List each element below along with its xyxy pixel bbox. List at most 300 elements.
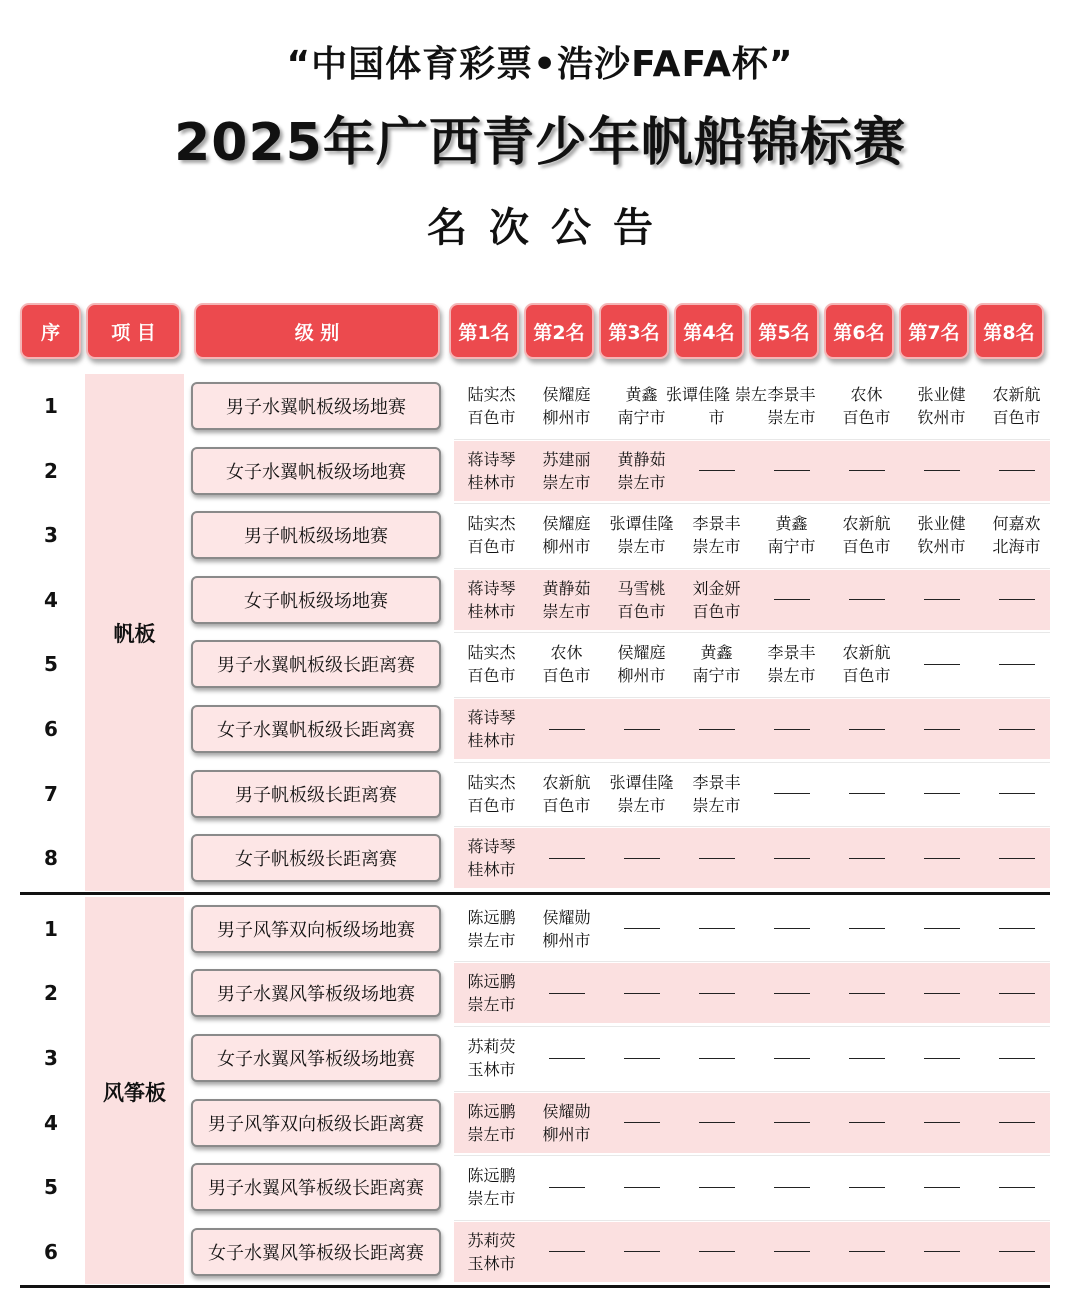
place-5-cell bbox=[754, 961, 829, 1025]
place-1-cell bbox=[454, 1026, 529, 1090]
athlete-city: 百色市 bbox=[842, 537, 891, 557]
page-title: 2025年广西青少年帆船锦标赛 bbox=[174, 113, 906, 173]
empty-dash bbox=[924, 928, 960, 929]
place-1-cell bbox=[454, 374, 529, 438]
athlete-name: 李景丰 bbox=[767, 643, 816, 663]
empty-dash bbox=[849, 1122, 885, 1123]
place-5-cell bbox=[754, 762, 829, 826]
place-4-cell bbox=[665, 374, 768, 438]
athlete-city: 柳州市 bbox=[542, 930, 591, 950]
header-place-3: 第3名 bbox=[599, 303, 669, 359]
athlete-city: 崇左市 bbox=[542, 601, 591, 621]
athlete-name: 农休 bbox=[850, 385, 883, 404]
empty-dash bbox=[549, 1187, 585, 1188]
place-1-cell bbox=[454, 826, 529, 890]
header-place-4: 第4名 bbox=[674, 303, 744, 359]
athlete-name: 侯耀庭 bbox=[542, 385, 591, 404]
empty-dash bbox=[774, 1122, 810, 1123]
table-row bbox=[20, 1220, 1050, 1284]
athlete-city: 南宁市 bbox=[617, 408, 666, 427]
athlete-name: 陆实杰 bbox=[467, 643, 516, 663]
place-8-cell bbox=[979, 1026, 1054, 1090]
athlete-name: 苏建丽 bbox=[542, 449, 591, 469]
empty-dash bbox=[774, 1058, 810, 1059]
table-row bbox=[20, 1155, 1050, 1219]
place-7-cell bbox=[904, 961, 979, 1025]
empty-dash bbox=[699, 1122, 735, 1123]
subtitle-cup: “中国体育彩票•浩沙FAFA杯” bbox=[286, 44, 794, 85]
empty-dash bbox=[774, 1251, 810, 1252]
table-row bbox=[20, 374, 1050, 438]
table-row bbox=[20, 961, 1050, 1025]
empty-dash bbox=[774, 928, 810, 929]
athlete-city: 百色市 bbox=[617, 601, 666, 621]
athlete-city: 百色市 bbox=[467, 537, 516, 557]
row-class-label: 男子风筝双向板级长距离赛 bbox=[191, 1099, 441, 1147]
place-4-cell bbox=[679, 632, 754, 696]
athlete-name: 黄静茹 bbox=[617, 449, 666, 469]
empty-dash bbox=[924, 1187, 960, 1188]
place-2-cell bbox=[529, 503, 604, 567]
table-row bbox=[20, 762, 1050, 826]
place-4-cell bbox=[679, 697, 754, 761]
place-4-cell bbox=[679, 1091, 754, 1155]
announcement-title: 名次公告 bbox=[427, 205, 675, 251]
athlete-name: 黄鑫 bbox=[625, 385, 658, 404]
empty-dash bbox=[849, 1251, 885, 1252]
athlete-name: 蒋诗琴 bbox=[467, 708, 516, 727]
empty-dash bbox=[549, 993, 585, 994]
empty-dash bbox=[849, 599, 885, 600]
athlete-city: 百色市 bbox=[842, 408, 891, 427]
athlete-name: 农新航 bbox=[542, 772, 591, 792]
place-3-cell bbox=[604, 1155, 679, 1219]
empty-dash bbox=[999, 1058, 1035, 1059]
athlete-name: 侯耀庭 bbox=[542, 514, 591, 534]
group-divider bbox=[20, 1285, 1050, 1288]
athlete-city: 桂林市 bbox=[467, 601, 516, 621]
athlete-name: 农休 bbox=[550, 643, 583, 663]
empty-dash bbox=[549, 1058, 585, 1059]
place-1-cell bbox=[454, 439, 529, 503]
place-3-cell bbox=[604, 439, 679, 503]
place-2-cell bbox=[529, 826, 604, 890]
athlete-name: 李景丰 bbox=[692, 514, 741, 534]
place-7-cell bbox=[904, 632, 979, 696]
place-1-cell bbox=[454, 568, 529, 632]
place-1-cell bbox=[454, 503, 529, 567]
place-6-cell bbox=[829, 439, 904, 503]
place-4-cell bbox=[679, 439, 754, 503]
place-8-cell bbox=[979, 503, 1054, 567]
athlete-city: 崇左市 bbox=[467, 1124, 516, 1144]
place-2-cell bbox=[529, 1220, 604, 1284]
empty-dash bbox=[924, 1122, 960, 1123]
row-class-label: 女子帆板级长距离赛 bbox=[191, 834, 441, 882]
group-label: 帆板 bbox=[113, 622, 156, 647]
empty-dash bbox=[849, 993, 885, 994]
athlete-city: 百色市 bbox=[467, 408, 516, 427]
place-4-cell bbox=[679, 826, 754, 890]
row-seq: 7 bbox=[44, 781, 58, 806]
row-class-label: 男子水翼帆板级长距离赛 bbox=[191, 640, 441, 688]
place-3-cell bbox=[604, 961, 679, 1025]
empty-dash bbox=[699, 1187, 735, 1188]
athlete-city: 百色市 bbox=[467, 666, 516, 686]
row-seq: 4 bbox=[44, 1110, 58, 1135]
row-seq: 3 bbox=[44, 523, 58, 548]
athlete-name: 蒋诗琴 bbox=[467, 578, 516, 598]
row-seq: 5 bbox=[44, 652, 58, 677]
empty-dash bbox=[849, 470, 885, 471]
table-row bbox=[20, 697, 1050, 761]
empty-dash bbox=[924, 729, 960, 730]
row-class-label: 女子帆板级场地赛 bbox=[191, 576, 441, 624]
place-3-cell bbox=[604, 826, 679, 890]
header-seq: 序 bbox=[20, 303, 81, 359]
athlete-name: 侯耀庭 bbox=[617, 643, 666, 663]
athlete-name: 蒋诗琴 bbox=[467, 837, 516, 857]
athlete-city: 百色市 bbox=[542, 666, 591, 686]
athlete-name: 陆实杰 bbox=[467, 514, 516, 534]
empty-dash bbox=[699, 729, 735, 730]
place-4-cell bbox=[679, 503, 754, 567]
header-event: 项 目 bbox=[86, 303, 181, 359]
place-6-cell bbox=[829, 568, 904, 632]
place-8-cell bbox=[979, 697, 1054, 761]
athlete-name: 陈远鹏 bbox=[467, 1166, 516, 1186]
athlete-city: 百色市 bbox=[992, 408, 1041, 427]
place-8-cell bbox=[979, 439, 1054, 503]
place-2-cell bbox=[529, 374, 604, 438]
athlete-city: 百色市 bbox=[467, 795, 516, 815]
athlete-city: 崇左市 bbox=[692, 795, 741, 815]
athlete-city: 钦州市 bbox=[917, 408, 966, 427]
place-6-cell bbox=[829, 961, 904, 1025]
empty-dash bbox=[549, 858, 585, 859]
empty-dash bbox=[849, 928, 885, 929]
place-1-cell bbox=[454, 1155, 529, 1219]
row-class-label: 女子水翼帆板级长距离赛 bbox=[191, 705, 441, 753]
athlete-city: 市 bbox=[708, 408, 725, 427]
athlete-city: 桂林市 bbox=[467, 860, 516, 880]
empty-dash bbox=[924, 858, 960, 859]
empty-dash bbox=[624, 858, 660, 859]
athlete-name: 侯耀勋 bbox=[542, 907, 591, 927]
empty-dash bbox=[774, 858, 810, 859]
header-place-7: 第7名 bbox=[899, 303, 969, 359]
place-2-cell bbox=[529, 439, 604, 503]
empty-dash bbox=[999, 793, 1035, 794]
place-7-cell bbox=[904, 697, 979, 761]
table-row bbox=[20, 503, 1050, 567]
row-seq: 5 bbox=[44, 1175, 58, 1200]
place-1-cell bbox=[454, 632, 529, 696]
athlete-city: 崇左市 bbox=[467, 930, 516, 950]
place-6-cell bbox=[829, 826, 904, 890]
place-8-cell bbox=[979, 632, 1054, 696]
empty-dash bbox=[624, 1122, 660, 1123]
place-8-cell bbox=[979, 961, 1054, 1025]
athlete-city: 崇左市 bbox=[767, 666, 816, 686]
place-3-cell bbox=[604, 762, 679, 826]
place-3-cell bbox=[604, 568, 679, 632]
athlete-name: 陈远鹏 bbox=[467, 907, 516, 927]
athlete-city: 柳州市 bbox=[542, 1124, 591, 1144]
athlete-city: 钦州市 bbox=[917, 537, 966, 557]
place-7-cell bbox=[904, 1155, 979, 1219]
place-4-cell bbox=[679, 1220, 754, 1284]
empty-dash bbox=[549, 1251, 585, 1252]
row-seq: 2 bbox=[44, 981, 58, 1006]
place-6-cell bbox=[829, 762, 904, 826]
athlete-city: 崇左市 bbox=[692, 537, 741, 557]
place-7-cell bbox=[904, 374, 979, 438]
place-2-cell bbox=[529, 961, 604, 1025]
row-class-label: 男子帆板级场地赛 bbox=[191, 511, 441, 559]
place-6-cell bbox=[829, 632, 904, 696]
empty-dash bbox=[999, 1122, 1035, 1123]
athlete-name: 苏莉荧 bbox=[467, 1230, 516, 1250]
row-seq: 4 bbox=[44, 587, 58, 612]
row-seq: 2 bbox=[44, 458, 58, 483]
place-3-cell bbox=[604, 503, 679, 567]
place-5-cell bbox=[754, 697, 829, 761]
empty-dash bbox=[774, 470, 810, 471]
empty-dash bbox=[774, 599, 810, 600]
row-class-label: 男子水翼风筝板级长距离赛 bbox=[191, 1163, 441, 1211]
empty-dash bbox=[699, 993, 735, 994]
table-row bbox=[20, 897, 1050, 961]
place-6-cell bbox=[829, 503, 904, 567]
place-2-cell bbox=[529, 1155, 604, 1219]
athlete-city: 百色市 bbox=[692, 601, 741, 621]
empty-dash bbox=[699, 858, 735, 859]
header-place-8: 第8名 bbox=[974, 303, 1044, 359]
empty-dash bbox=[849, 793, 885, 794]
athlete-name: 陈远鹏 bbox=[467, 1101, 516, 1121]
athlete-city: 崇左市 bbox=[617, 472, 666, 492]
place-2-cell bbox=[529, 1026, 604, 1090]
athlete-city: 崇左市 bbox=[467, 995, 516, 1015]
athlete-name: 陆实杰 bbox=[467, 772, 516, 792]
empty-dash bbox=[999, 729, 1035, 730]
place-2-cell bbox=[529, 1091, 604, 1155]
place-6-cell bbox=[829, 1220, 904, 1284]
place-3-cell bbox=[604, 697, 679, 761]
place-4-cell bbox=[679, 1155, 754, 1219]
athlete-name: 张业健 bbox=[917, 514, 966, 534]
empty-dash bbox=[999, 928, 1035, 929]
athlete-city: 崇左市 bbox=[542, 472, 591, 492]
empty-dash bbox=[924, 664, 960, 665]
place-2-cell bbox=[529, 762, 604, 826]
place-3-cell bbox=[604, 632, 679, 696]
athlete-city: 柳州市 bbox=[542, 537, 591, 557]
row-seq: 1 bbox=[44, 394, 58, 418]
empty-dash bbox=[624, 1187, 660, 1188]
athlete-name: 何嘉欢 bbox=[992, 514, 1041, 534]
empty-dash bbox=[924, 599, 960, 600]
empty-dash bbox=[849, 858, 885, 859]
place-4-cell bbox=[679, 961, 754, 1025]
place-3-cell bbox=[604, 1091, 679, 1155]
empty-dash bbox=[999, 858, 1035, 859]
empty-dash bbox=[774, 993, 810, 994]
athlete-name: 侯耀勋 bbox=[542, 1101, 591, 1121]
athlete-name: 张谭佳隆 bbox=[609, 772, 674, 792]
header-class: 级 别 bbox=[194, 303, 440, 359]
athlete-city: 崇左市 bbox=[617, 795, 666, 815]
empty-dash bbox=[699, 470, 735, 471]
athlete-name: 黄鑫 bbox=[700, 643, 733, 663]
athlete-name: 农新航 bbox=[842, 643, 891, 663]
empty-dash bbox=[999, 470, 1035, 471]
row-class-label: 女子水翼风筝板级场地赛 bbox=[191, 1034, 441, 1082]
place-6-cell bbox=[829, 374, 904, 438]
athlete-city: 百色市 bbox=[542, 795, 591, 815]
place-1-cell bbox=[454, 961, 529, 1025]
group-divider bbox=[20, 892, 1050, 895]
place-5-cell bbox=[754, 568, 829, 632]
empty-dash bbox=[999, 1187, 1035, 1188]
place-8-cell bbox=[979, 826, 1054, 890]
place-7-cell bbox=[904, 897, 979, 961]
place-3-cell bbox=[604, 897, 679, 961]
place-7-cell bbox=[904, 503, 979, 567]
place-7-cell bbox=[904, 762, 979, 826]
place-1-cell bbox=[454, 1091, 529, 1155]
athlete-city: 崇左市 bbox=[767, 408, 816, 427]
row-class-label: 男子风筝双向板级场地赛 bbox=[191, 905, 441, 953]
place-3-cell bbox=[604, 1026, 679, 1090]
empty-dash bbox=[774, 793, 810, 794]
place-7-cell bbox=[904, 1091, 979, 1155]
empty-dash bbox=[774, 1187, 810, 1188]
row-seq: 6 bbox=[44, 717, 58, 741]
place-6-cell bbox=[829, 697, 904, 761]
place-8-cell bbox=[979, 897, 1054, 961]
header-place-5: 第5名 bbox=[749, 303, 819, 359]
place-5-cell bbox=[754, 1155, 829, 1219]
place-8-cell bbox=[979, 1155, 1054, 1219]
place-5-cell bbox=[754, 503, 829, 567]
place-8-cell bbox=[979, 762, 1054, 826]
athlete-name: 张谭佳隆 崇左 bbox=[665, 385, 768, 404]
athlete-city: 南宁市 bbox=[767, 537, 816, 557]
athlete-name: 陆实杰 bbox=[467, 385, 516, 404]
empty-dash bbox=[999, 664, 1035, 665]
place-8-cell bbox=[979, 1091, 1054, 1155]
athlete-name: 马雪桃 bbox=[617, 578, 666, 598]
place-2-cell bbox=[529, 568, 604, 632]
empty-dash bbox=[624, 993, 660, 994]
place-6-cell bbox=[829, 1091, 904, 1155]
row-seq: 6 bbox=[44, 1239, 58, 1264]
place-2-cell bbox=[529, 897, 604, 961]
place-5-cell bbox=[754, 1220, 829, 1284]
place-7-cell bbox=[904, 826, 979, 890]
athlete-city: 柳州市 bbox=[542, 408, 591, 427]
place-7-cell bbox=[904, 568, 979, 632]
empty-dash bbox=[549, 729, 585, 730]
athlete-city: 百色市 bbox=[842, 666, 891, 686]
row-class-label: 女子水翼帆板级场地赛 bbox=[191, 447, 441, 495]
athlete-name: 农新航 bbox=[842, 514, 891, 534]
row-class-label: 男子水翼风筝板级场地赛 bbox=[191, 969, 441, 1017]
place-1-cell bbox=[454, 697, 529, 761]
athlete-city: 崇左市 bbox=[467, 1189, 516, 1209]
athlete-name: 苏莉荧 bbox=[467, 1037, 516, 1056]
athlete-name: 张谭佳隆 bbox=[609, 514, 674, 534]
place-2-cell bbox=[529, 697, 604, 761]
place-4-cell bbox=[679, 568, 754, 632]
place-7-cell bbox=[904, 1026, 979, 1090]
empty-dash bbox=[924, 1251, 960, 1252]
place-8-cell bbox=[979, 568, 1054, 632]
place-1-cell bbox=[454, 1220, 529, 1284]
place-1-cell bbox=[454, 897, 529, 961]
athlete-name: 李景丰 bbox=[692, 772, 741, 792]
place-6-cell bbox=[829, 1026, 904, 1090]
place-5-cell bbox=[754, 1026, 829, 1090]
place-4-cell bbox=[679, 897, 754, 961]
place-5-cell bbox=[754, 897, 829, 961]
header-place-2: 第2名 bbox=[524, 303, 594, 359]
empty-dash bbox=[849, 1187, 885, 1188]
empty-dash bbox=[774, 729, 810, 730]
place-8-cell bbox=[979, 1220, 1054, 1284]
header-place-1: 第1名 bbox=[449, 303, 519, 359]
place-6-cell bbox=[829, 897, 904, 961]
place-6-cell bbox=[829, 1155, 904, 1219]
empty-dash bbox=[924, 470, 960, 471]
empty-dash bbox=[924, 1058, 960, 1059]
group-label: 风筝板 bbox=[103, 1080, 166, 1105]
row-class-label: 男子帆板级长距离赛 bbox=[191, 770, 441, 818]
header-place-6: 第6名 bbox=[824, 303, 894, 359]
empty-dash bbox=[699, 1058, 735, 1059]
empty-dash bbox=[624, 1058, 660, 1059]
place-1-cell bbox=[454, 762, 529, 826]
athlete-city: 柳州市 bbox=[617, 666, 666, 686]
empty-dash bbox=[699, 928, 735, 929]
row-seq: 1 bbox=[44, 916, 58, 941]
place-5-cell bbox=[754, 1091, 829, 1155]
place-3-cell bbox=[604, 1220, 679, 1284]
athlete-name: 刘金妍 bbox=[692, 578, 741, 598]
athlete-name: 蒋诗琴 bbox=[467, 449, 516, 469]
row-class-label: 男子水翼帆板级场地赛 bbox=[191, 382, 441, 430]
row-class-label: 女子水翼风筝板级长距离赛 bbox=[191, 1228, 441, 1276]
empty-dash bbox=[924, 993, 960, 994]
athlete-city: 崇左市 bbox=[617, 537, 666, 557]
place-8-cell bbox=[979, 374, 1054, 438]
athlete-city: 北海市 bbox=[992, 537, 1041, 557]
place-5-cell bbox=[754, 826, 829, 890]
empty-dash bbox=[624, 1251, 660, 1252]
empty-dash bbox=[699, 1251, 735, 1252]
place-7-cell bbox=[904, 439, 979, 503]
place-2-cell bbox=[529, 632, 604, 696]
empty-dash bbox=[849, 729, 885, 730]
empty-dash bbox=[924, 793, 960, 794]
athlete-name: 黄鑫 bbox=[775, 514, 808, 534]
athlete-name: 张业健 bbox=[917, 385, 966, 404]
athlete-city: 桂林市 bbox=[467, 731, 516, 750]
empty-dash bbox=[999, 993, 1035, 994]
athlete-city: 玉林市 bbox=[467, 1060, 516, 1079]
